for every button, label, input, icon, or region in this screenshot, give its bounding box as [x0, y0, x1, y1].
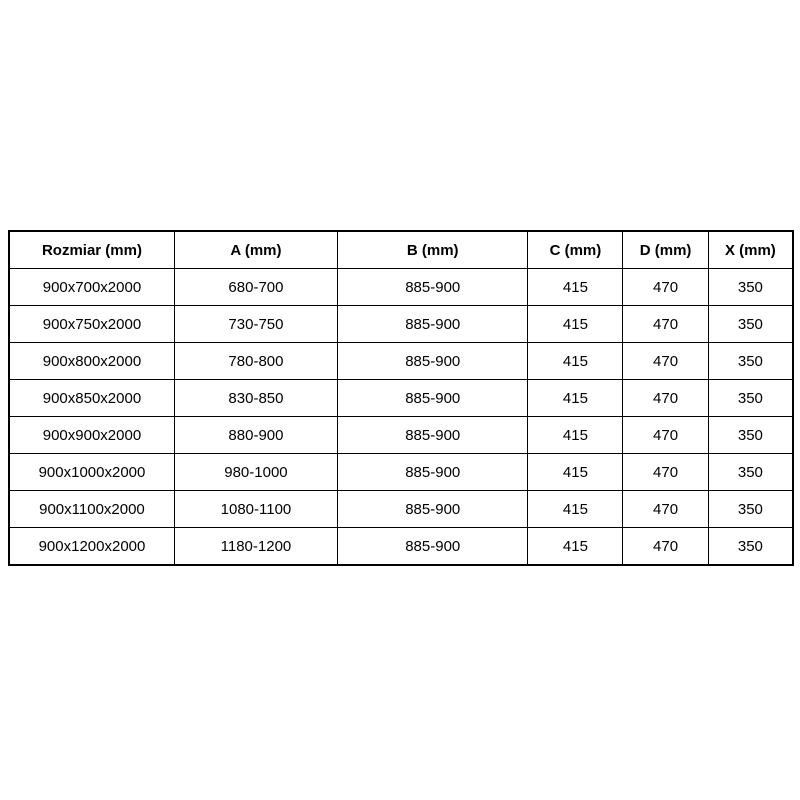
table-cell: 470 [623, 417, 708, 454]
size-spec-table [8, 230, 794, 566]
table-cell: 1180-1200 [174, 528, 337, 566]
table-cell: 900x1200x2000 [9, 528, 174, 566]
table-row [9, 417, 793, 454]
table-row [9, 380, 793, 417]
column-header-rozmiar: Rozmiar (mm) [9, 231, 174, 269]
table-cell: 470 [623, 528, 708, 566]
table-cell: 885-900 [337, 528, 528, 566]
table-row [9, 491, 793, 528]
table-cell: 470 [623, 306, 708, 343]
table-cell: 900x750x2000 [9, 306, 174, 343]
table-cell: 350 [708, 528, 793, 566]
table-cell: 350 [708, 343, 793, 380]
table-cell: 885-900 [337, 306, 528, 343]
table-cell: 470 [623, 454, 708, 491]
table-cell: 980-1000 [174, 454, 337, 491]
table-cell: 350 [708, 417, 793, 454]
table-cell: 350 [708, 491, 793, 528]
table-cell: 680-700 [174, 269, 337, 306]
table-cell: 885-900 [337, 343, 528, 380]
column-header-d: D (mm) [623, 231, 708, 269]
column-header-x: X (mm) [708, 231, 793, 269]
table-cell: 730-750 [174, 306, 337, 343]
table-cell: 415 [528, 343, 623, 380]
table-row [9, 454, 793, 491]
table-cell: 900x700x2000 [9, 269, 174, 306]
table-cell: 885-900 [337, 380, 528, 417]
table-cell: 350 [708, 454, 793, 491]
table-cell: 470 [623, 491, 708, 528]
table-cell: 780-800 [174, 343, 337, 380]
size-spec-table-container [8, 230, 794, 566]
table-cell: 350 [708, 269, 793, 306]
table-cell: 830-850 [174, 380, 337, 417]
table-cell: 1080-1100 [174, 491, 337, 528]
table-cell: 470 [623, 343, 708, 380]
table-row [9, 306, 793, 343]
table-cell: 900x1100x2000 [9, 491, 174, 528]
table-cell: 885-900 [337, 491, 528, 528]
table-cell: 415 [528, 269, 623, 306]
table-cell: 415 [528, 528, 623, 566]
table-cell: 900x1000x2000 [9, 454, 174, 491]
column-header-a: A (mm) [174, 231, 337, 269]
table-cell: 885-900 [337, 417, 528, 454]
table-row [9, 343, 793, 380]
table-row [9, 528, 793, 566]
table-cell: 885-900 [337, 454, 528, 491]
table-cell: 415 [528, 380, 623, 417]
table-cell: 415 [528, 417, 623, 454]
table-cell: 415 [528, 454, 623, 491]
table-cell: 880-900 [174, 417, 337, 454]
column-header-b: B (mm) [337, 231, 528, 269]
table-cell: 470 [623, 380, 708, 417]
table-cell: 350 [708, 306, 793, 343]
table-cell: 415 [528, 491, 623, 528]
table-cell: 350 [708, 380, 793, 417]
table-cell: 900x850x2000 [9, 380, 174, 417]
table-cell: 415 [528, 306, 623, 343]
table-cell: 900x900x2000 [9, 417, 174, 454]
table-cell: 900x800x2000 [9, 343, 174, 380]
table-header-row [9, 231, 793, 269]
column-header-c: C (mm) [528, 231, 623, 269]
table-cell: 885-900 [337, 269, 528, 306]
table-cell: 470 [623, 269, 708, 306]
table-row [9, 269, 793, 306]
